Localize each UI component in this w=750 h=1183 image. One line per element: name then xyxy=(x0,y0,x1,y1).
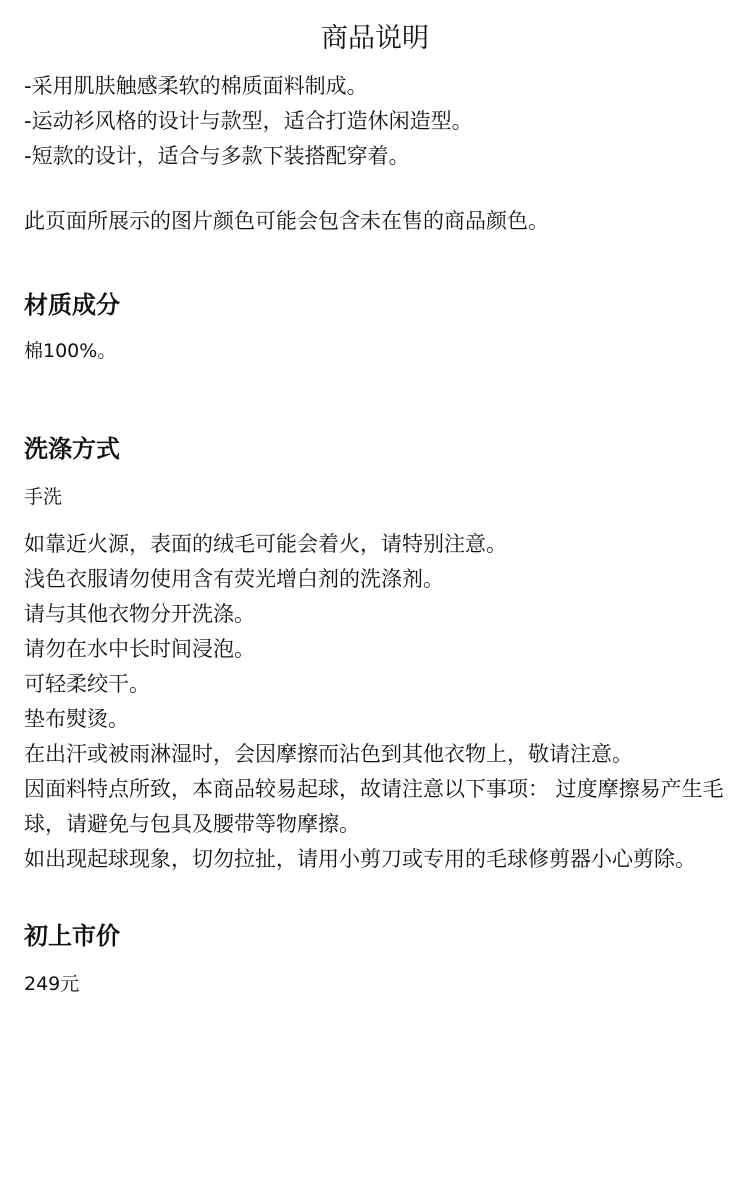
care-note: 如出现起球现象，切勿拉扯，请用小剪刀或专用的毛球修剪器小心剪除。 xyxy=(24,847,696,871)
feature-item: -采用肌肤触感柔软的棉质面料制成。 xyxy=(24,74,368,98)
care-note: 垫布熨烫。 xyxy=(24,707,129,731)
care-note: 请勿在水中长时间浸泡。 xyxy=(24,637,255,661)
care-notes-list xyxy=(24,527,726,877)
care-note: 在出汗或被雨淋湿时，会因摩擦而沾色到其他衣物上，敬请注意。 xyxy=(24,742,633,766)
color-note: 此页面所展示的图片颜色可能会包含未在售的商品颜色。 xyxy=(24,209,549,233)
feature-list xyxy=(24,69,726,174)
price-heading: 初上市价 xyxy=(24,922,120,950)
washing-heading: 洗涤方式 xyxy=(24,435,120,463)
care-note: 可轻柔绞干。 xyxy=(24,672,150,696)
page-title: 商品说明 xyxy=(321,23,429,54)
care-note: 浅色衣服请勿使用含有荧光增白剂的洗涤剂。 xyxy=(24,567,444,591)
feature-item: -运动衫风格的设计与款型，适合打造休闲造型。 xyxy=(24,109,473,133)
feature-item: -短款的设计，适合与多款下装搭配穿着。 xyxy=(24,144,410,168)
material-text: 棉100%。 xyxy=(24,340,117,362)
care-note: 因面料特点所致，本商品较易起球，故请注意以下事项： 过度摩擦易产生毛球，请避免与包具及腰带等物摩擦。 xyxy=(24,777,724,836)
care-note: 如靠近火源，表面的绒毛可能会着火，请特别注意。 xyxy=(24,532,507,556)
material-heading: 材质成分 xyxy=(24,291,120,319)
washing-method: 手洗 xyxy=(24,486,63,508)
price-value: 249元 xyxy=(24,973,80,995)
care-note: 请与其他衣物分开洗涤。 xyxy=(24,602,255,626)
